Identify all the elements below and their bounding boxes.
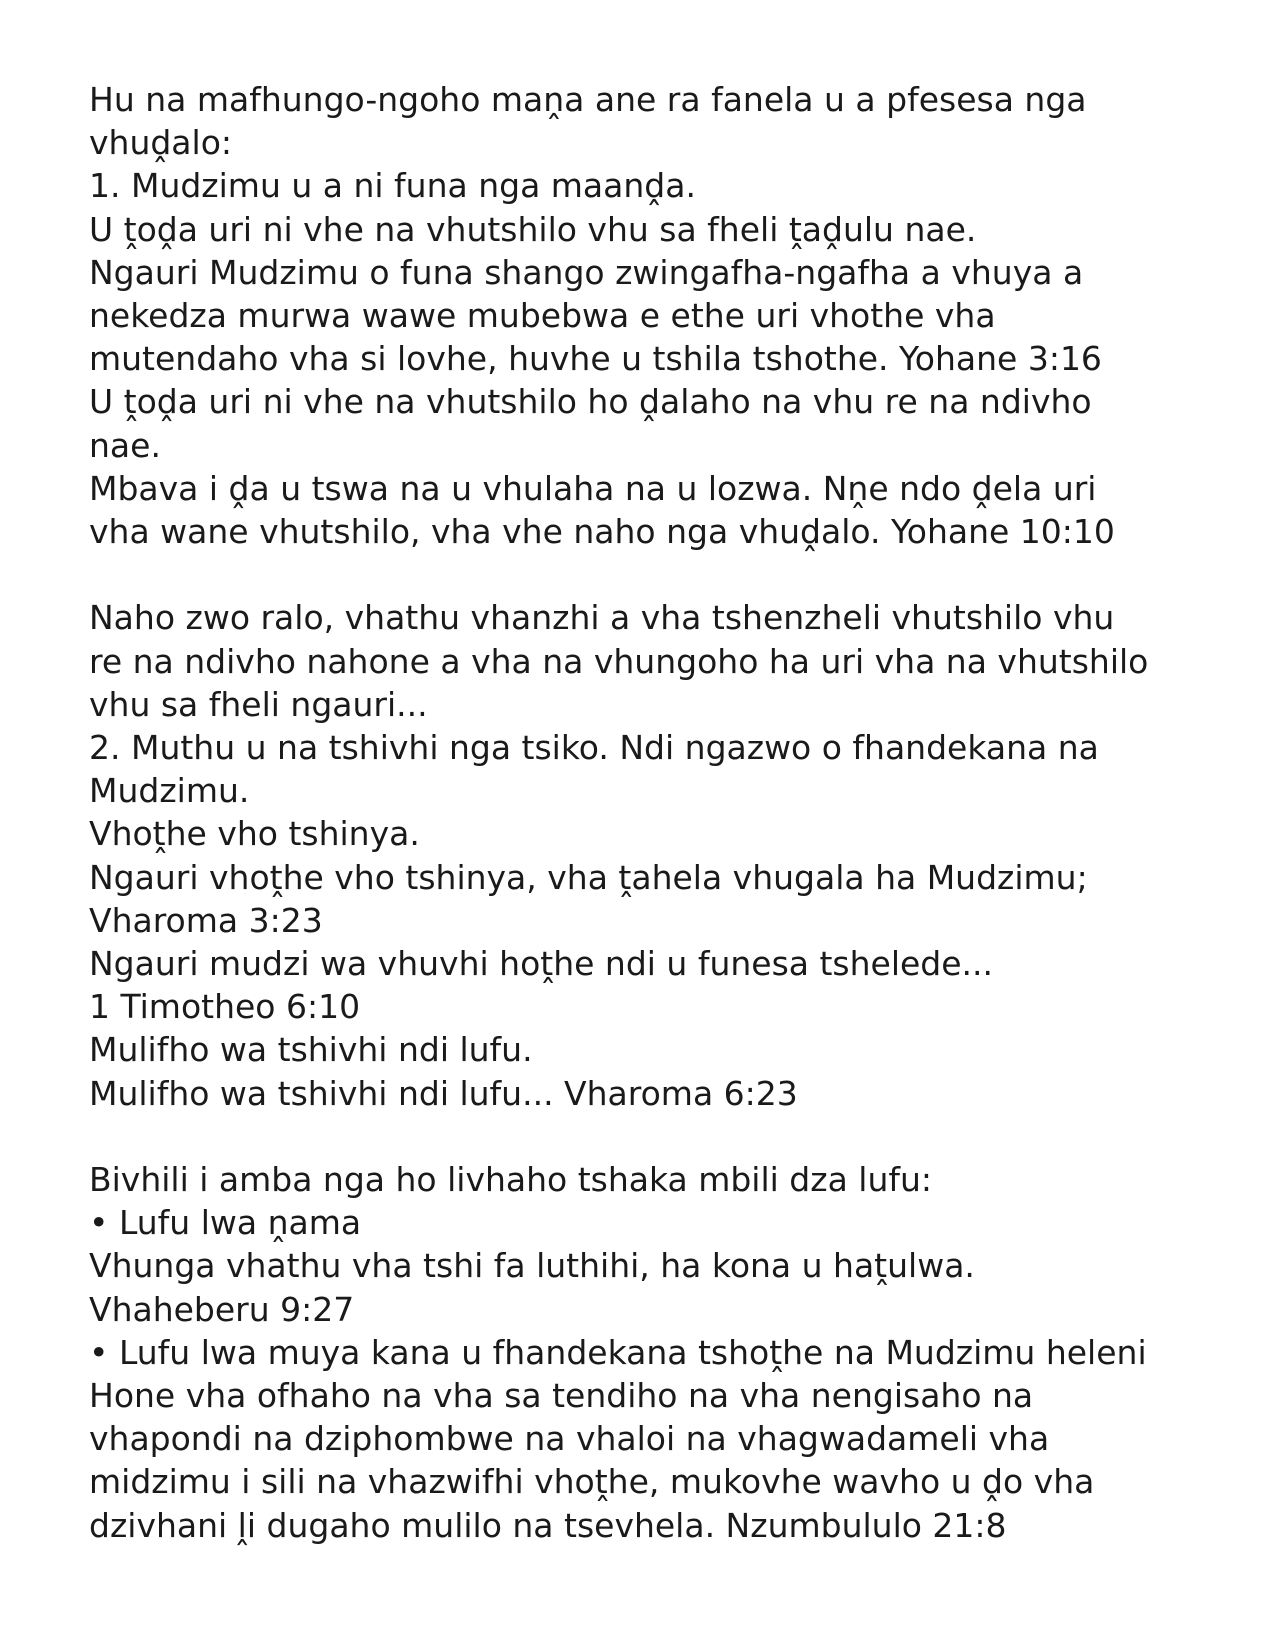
text-line: Mulifho wa tshivhi ndi lufu. — [89, 1030, 533, 1070]
text-line: vhu sa fheli ngauri... — [89, 684, 428, 724]
text-line: vhuḓalo: — [89, 123, 233, 163]
text-line: nekedza murwa wawe mubebwa e ethe uri vhothe vha — [89, 296, 996, 336]
text-line: Mbava i ḓa u tswa na u vhulaha na u lozwa. Nṋe ndo ḓela uri — [89, 468, 1097, 508]
text-line: 1. Mudzimu u a ni funa nga maanḓa. — [89, 166, 696, 206]
text-line: Ngauri Mudzimu o funa shango zwingafha-ngafha a vhuya a — [89, 252, 1084, 292]
paragraph-spacer — [89, 553, 1229, 596]
text-line: Bivhili i amba nga ho livhaho tshaka mbili dza lufu: — [89, 1160, 933, 1200]
text-line: vhapondi na dziphombwe na vhaloi na vhagwadameli vha — [89, 1419, 1050, 1459]
text-line: U ṱoḓa uri ni vhe na vhutshilo vhu sa fheli ṱaḓulu nae. — [89, 209, 977, 249]
text-line: Mulifho wa tshivhi ndi lufu... Vharoma 6:23 — [89, 1073, 798, 1113]
text-line: 2. Muthu u na tshivhi nga tsiko. Ndi ngazwo o fhandekana na — [89, 728, 1099, 768]
text-line: Vhaheberu 9:27 — [89, 1289, 355, 1329]
text-line: Hu na mafhungo-ngoho maṋa ane ra fanela u a pfesesa nga — [89, 80, 1087, 119]
text-line: re na ndivho nahone a vha na vhungoho ha uri vha na vhutshilo — [89, 641, 1149, 681]
text-line: Vhunga vhathu vha tshi fa luthihi, ha kona u haṱulwa. — [89, 1246, 975, 1286]
text-line: Vhoṱhe vho tshinya. — [89, 814, 420, 854]
text-line: vha wane vhutshilo, vha vhe naho nga vhuḓalo. Yohane 10:10 — [89, 512, 1115, 552]
text-line: Naho zwo ralo, vhathu vhanzhi a vha tshenzheli vhutshilo vhu — [89, 598, 1115, 638]
text-line: 1 Timotheo 6:10 — [89, 987, 361, 1027]
text-line: dzivhani ḽi dugaho mulilo na tsevhela. Nzumbululo 21:8 — [89, 1505, 1007, 1545]
bullet-item: • Lufu lwa muya kana u fhandekana tshoṱhe na Mudzimu heleni — [89, 1332, 1147, 1372]
paragraph-spacer — [89, 1115, 1229, 1158]
text-line: Ngauri mudzi wa vhuvhi hoṱhe ndi u funesa tshelede... — [89, 944, 994, 984]
text-line: mutendaho vha si lovhe, huvhe u tshila tshothe. Yohane 3:16 — [89, 339, 1102, 379]
text-line: Mudzimu. — [89, 771, 250, 811]
text-line: Ngauri vhoṱhe vho tshinya, vha ṱahela vhugala ha Mudzimu; — [89, 857, 1088, 897]
document-body — [89, 78, 1229, 1547]
bullet-item: • Lufu lwa ṋama — [89, 1203, 362, 1243]
text-line: nae. — [89, 425, 161, 465]
text-line: Hone vha ofhaho na vha sa tendiho na vha nengisaho na — [89, 1376, 1034, 1416]
text-line: U ṱoḓa uri ni vhe na vhutshilo ho ḓalaho na vhu re na ndivho — [89, 382, 1092, 422]
text-line: Vharoma 3:23 — [89, 900, 323, 940]
text-line: midzimu i sili na vhazwifhi vhoṱhe, mukovhe wavho u ḓo vha — [89, 1462, 1095, 1502]
